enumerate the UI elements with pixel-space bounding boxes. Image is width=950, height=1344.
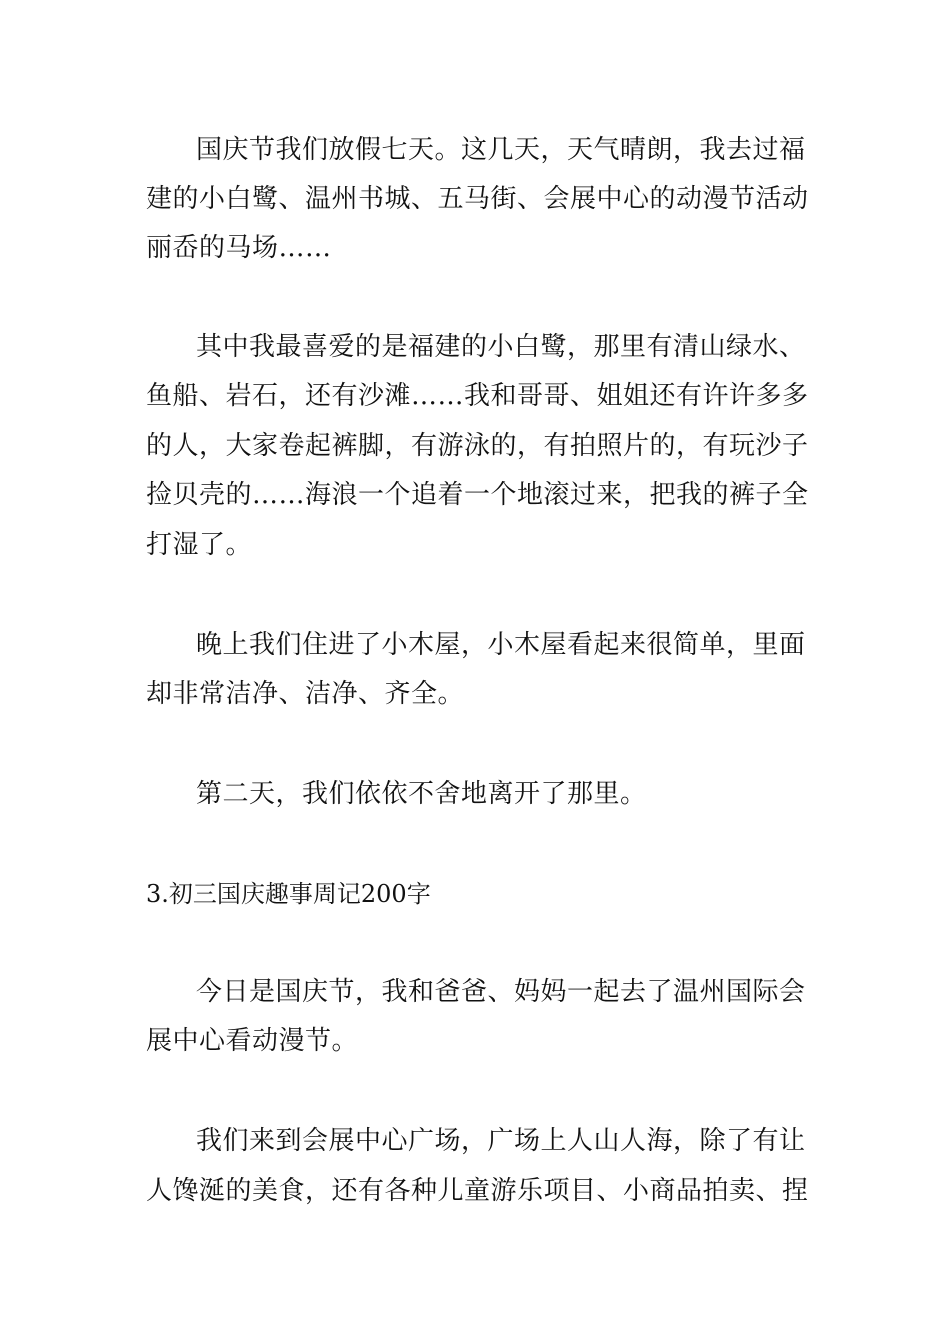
paragraph-line: 展中心看动漫节。 bbox=[146, 1026, 359, 1056]
paragraph-line: 建的小白鹭、温州书城、五马街、会展中心的动漫节活动 bbox=[146, 184, 809, 214]
paragraph-line: 第二天，我们依依不舍地离开了那里。 bbox=[196, 779, 647, 809]
paragraph-line: 打湿了。 bbox=[146, 530, 253, 560]
paragraph-line: 的人，大家卷起裤脚，有游泳的，有拍照片的，有玩沙子 bbox=[146, 431, 809, 461]
paragraph-line: 人馋涎的美食，还有各种儿童游乐项目、小商品拍卖、捏 bbox=[146, 1176, 809, 1206]
paragraph-line: 捡贝壳的……海浪一个追着一个地滚过来，把我的裤子全 bbox=[146, 480, 809, 510]
paragraph-line: 却非常洁净、洁净、齐全。 bbox=[146, 679, 465, 709]
paragraph-line: 国庆节我们放假七天。这几天，天气晴朗，我去过福 bbox=[196, 135, 806, 165]
paragraph-line: 晚上我们住进了小木屋，小木屋看起来很简单，里面 bbox=[196, 630, 806, 660]
paragraph-line: 其中我最喜爱的是福建的小白鹭，那里有清山绿水、 bbox=[196, 332, 806, 362]
paragraph-line: 我们来到会展中心广场，广场上人山人海，除了有让 bbox=[196, 1126, 806, 1156]
paragraph-line: 鱼船、岩石，还有沙滩……我和哥哥、姐姐还有许许多多 bbox=[146, 381, 809, 411]
paragraph-line: 今日是国庆节，我和爸爸、妈妈一起去了温州国际会 bbox=[196, 977, 806, 1007]
paragraph-line: 丽岙的马场…… bbox=[146, 233, 332, 263]
section-heading: 3.初三国庆趣事周记200字 bbox=[146, 880, 431, 908]
